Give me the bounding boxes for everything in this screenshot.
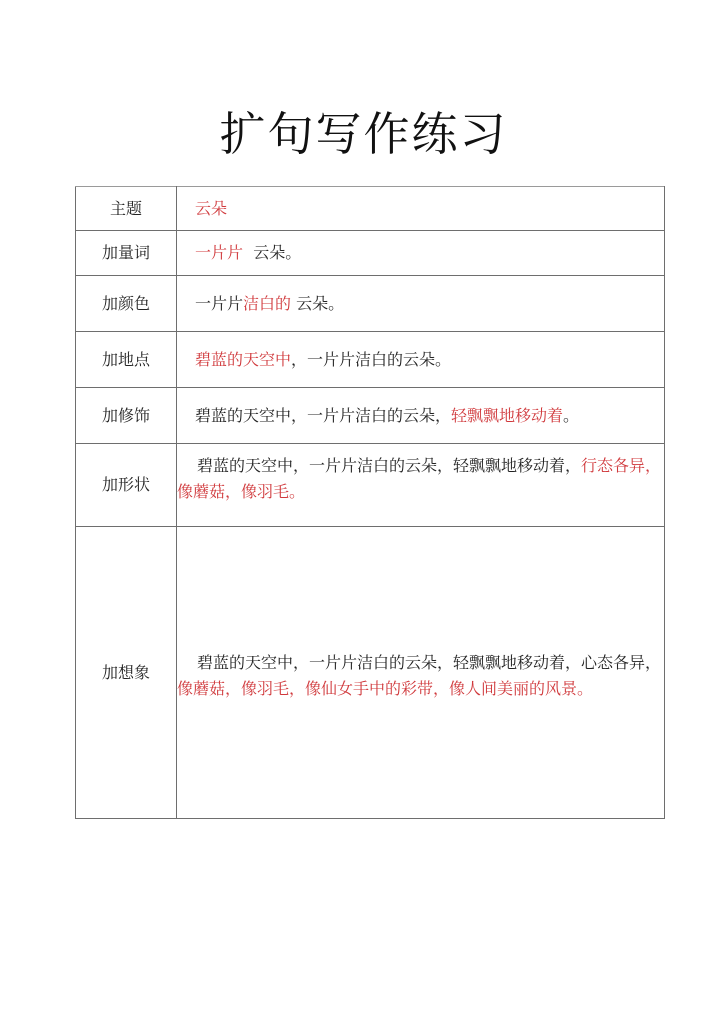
table-row-topic: [76, 187, 665, 231]
plain-text: 云朵。: [291, 293, 345, 313]
row-content: [177, 332, 665, 388]
plain-text: 一片片: [195, 293, 244, 313]
table-row-measure-word: [76, 231, 665, 276]
row-content: [177, 527, 665, 819]
row-label: 加修饰: [76, 388, 177, 444]
table-row-color: [76, 276, 665, 332]
plain-text: 碧蓝的天空中，一片片洁白的云朵，轻飘飘地移动着，心态各异，: [197, 652, 662, 672]
row-content: [177, 444, 665, 527]
table-row-imagination: [76, 527, 665, 819]
row-label: 加颜色: [76, 276, 177, 332]
highlight-text: 像蘑菇，像羽毛，像仙女手中的彩带，像人间美丽的风景。: [177, 678, 594, 698]
row-content: [177, 276, 665, 332]
highlight-text: 行态各异，像蘑菇，像羽毛。: [177, 456, 662, 501]
highlight-text: 洁白的: [243, 293, 292, 313]
highlight-text: 轻飘飘地移动着: [451, 405, 564, 425]
plain-text: 。: [563, 405, 580, 425]
page-title: 扩句写作练习: [219, 107, 508, 161]
row-label: 加想象: [76, 527, 177, 819]
row-content: [177, 388, 665, 444]
row-label: 加量词: [76, 231, 177, 276]
row-label: 加形状: [76, 444, 177, 527]
table-row-shape: [76, 444, 665, 527]
row-content: [177, 187, 665, 231]
highlight-text: 云朵: [195, 198, 228, 218]
plain-text: 碧蓝的天空中，一片片洁白的云朵，: [195, 405, 452, 425]
plain-text: ，一片片洁白的云朵。: [291, 349, 452, 369]
plain-text: 云朵。: [243, 243, 302, 262]
row-label: 主题: [76, 187, 177, 231]
expansion-table: [75, 186, 665, 819]
row-content: [177, 231, 665, 276]
table-row-location: [76, 332, 665, 388]
highlight-text: 碧蓝的天空中: [195, 349, 292, 369]
highlight-text: 一片片: [195, 243, 244, 262]
table-row-modifier: [76, 388, 665, 444]
plain-text: 碧蓝的天空中，一片片洁白的云朵，轻飘飘地移动着，: [197, 456, 582, 475]
row-label: 加地点: [76, 332, 177, 388]
